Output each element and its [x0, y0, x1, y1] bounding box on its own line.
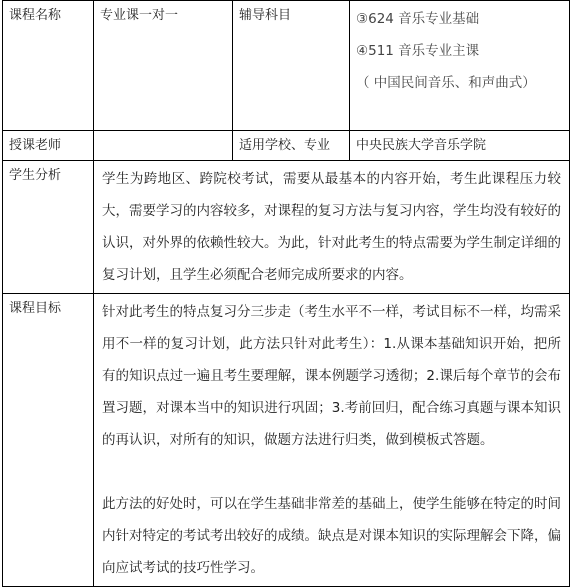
- row-goal: [3, 294, 570, 587]
- subject-item: ③624 音乐专业基础: [356, 11, 480, 27]
- teacher-value: [94, 131, 233, 161]
- row-teacher: [3, 131, 570, 161]
- label-subject: 辅导科目: [233, 1, 350, 131]
- analysis-paragraph: 学生为跨地区、跨院校考试，需要从最基本的内容开始，考生此课程压力较大，需要学习的内容较多，对课程的复习方法与复习内容，学生均没有较好的认识，对外界的依赖性较大。为此，针对此考生的特点需要为学生制定详细的复习计划，且学生必须配合老师完成所要求的内容。: [102, 171, 561, 283]
- subject-item: （ 中国民间音乐、和声曲式）: [356, 75, 536, 91]
- label-goal: 课程目标: [3, 294, 94, 587]
- course-name-value: 专业课一对一: [94, 1, 233, 131]
- subject-list: [350, 1, 570, 131]
- label-analysis: 学生分析: [3, 161, 94, 294]
- course-info-table: [2, 0, 570, 587]
- analysis-text: [94, 161, 570, 294]
- goal-paragraph-1: 针对此考生的特点复习分三步走（考生水平不一样，考试目标不一样，均需采用不一样的复习计划，此方法只针对此考生）：1.从课本基础知识开始，把所有的知识点过一遍且考生要理解，课本例题学习透彻；2.课后每个章节的会布置习题，对课本当中的知识进行巩固；3.考前回归，配合练习真题与课本知识的再认识，对所有的知识，做题方法进行归类，做到模板式答题。: [102, 304, 561, 448]
- school-value: 中央民族大学音乐学院: [350, 131, 570, 161]
- subject-item: ④511 音乐专业主课: [356, 43, 480, 59]
- row-course: [3, 1, 570, 131]
- label-teacher: 授课老师: [3, 131, 94, 161]
- paragraph-gap: [102, 456, 561, 488]
- goal-text: [94, 294, 570, 587]
- goal-paragraph-2: 此方法的好处时，可以在学生基础非常差的基础上，使学生能够在特定的时间内针对特定的考试考出较好的成绩。缺点是对课本知识的实际理解会下降，偏向应试考试的技巧性学习。: [102, 496, 561, 576]
- label-course-name: 课程名称: [3, 1, 94, 131]
- label-school: 适用学校、专业: [233, 131, 350, 161]
- row-analysis: [3, 161, 570, 294]
